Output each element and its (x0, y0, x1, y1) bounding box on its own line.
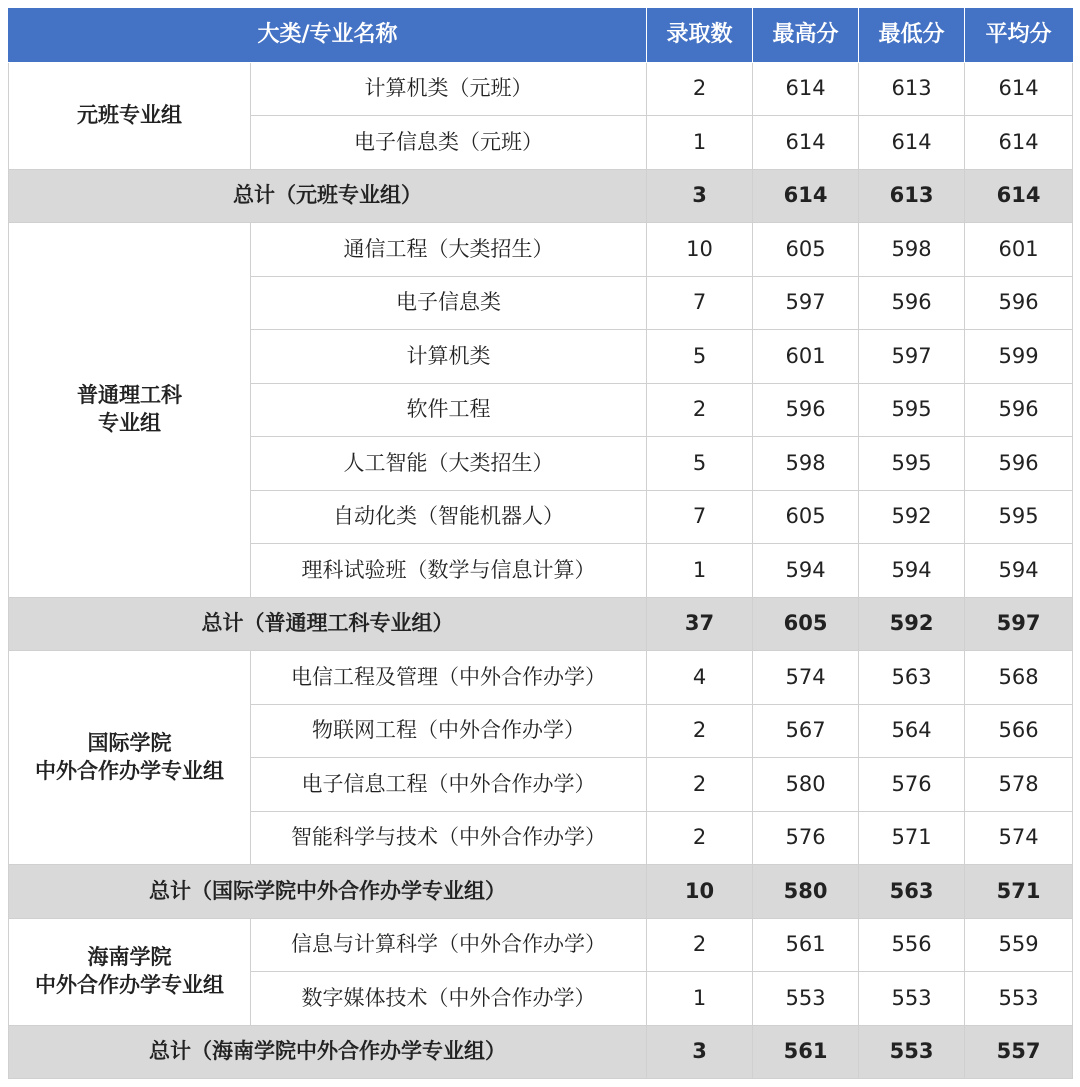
min-score: 564 (859, 704, 965, 758)
avg-score: 596 (965, 437, 1073, 491)
total-row (9, 865, 1073, 919)
total-label: 总计（普通理工科专业组） (9, 597, 647, 651)
min-score: 576 (859, 758, 965, 812)
avg-score: 568 (965, 651, 1073, 705)
major-name: 电子信息工程（中外合作办学） (251, 758, 647, 812)
min-score: 563 (859, 651, 965, 705)
total-max: 605 (753, 597, 859, 651)
max-score: 614 (753, 62, 859, 116)
max-score: 605 (753, 490, 859, 544)
total-min: 563 (859, 865, 965, 919)
total-max: 614 (753, 169, 859, 223)
major-name: 通信工程（大类招生） (251, 223, 647, 277)
group-name-text: 元班专业组 (77, 102, 182, 127)
max-score: 596 (753, 383, 859, 437)
avg-score: 578 (965, 758, 1073, 812)
group-name (9, 651, 251, 865)
group-name-line1: 普通理工科 (77, 383, 182, 408)
total-avg: 597 (965, 597, 1073, 651)
major-name: 智能科学与技术（中外合作办学） (251, 811, 647, 865)
header-max: 最高分 (753, 9, 859, 63)
total-label: 总计（元班专业组） (9, 169, 647, 223)
group-name-line1: 海南学院 (87, 945, 172, 970)
group-name (9, 62, 251, 169)
header-major: 大类/专业名称 (9, 9, 647, 63)
max-score: 594 (753, 544, 859, 598)
min-score: 613 (859, 62, 965, 116)
major-name: 数字媒体技术（中外合作办学） (251, 972, 647, 1026)
avg-score: 614 (965, 116, 1073, 170)
admit-count: 2 (647, 383, 753, 437)
admit-count: 2 (647, 918, 753, 972)
admit-count: 5 (647, 437, 753, 491)
header-count: 录取数 (647, 9, 753, 63)
total-avg: 571 (965, 865, 1073, 919)
table-row (9, 918, 1073, 972)
min-score: 556 (859, 918, 965, 972)
max-score: 576 (753, 811, 859, 865)
total-count: 3 (647, 1025, 753, 1079)
min-score: 553 (859, 972, 965, 1026)
admit-count: 1 (647, 972, 753, 1026)
max-score: 580 (753, 758, 859, 812)
major-name: 信息与计算科学（中外合作办学） (251, 918, 647, 972)
group-name (9, 223, 251, 598)
major-name: 电子信息类（元班） (251, 116, 647, 170)
avg-score: 566 (965, 704, 1073, 758)
min-score: 595 (859, 437, 965, 491)
admit-count: 1 (647, 544, 753, 598)
total-row (9, 597, 1073, 651)
max-score: 567 (753, 704, 859, 758)
avg-score: 594 (965, 544, 1073, 598)
min-score: 598 (859, 223, 965, 277)
total-min: 613 (859, 169, 965, 223)
max-score: 553 (753, 972, 859, 1026)
min-score: 592 (859, 490, 965, 544)
total-avg: 557 (965, 1025, 1073, 1079)
group-name-line2: 中外合作办学专业组 (35, 758, 224, 783)
min-score: 597 (859, 330, 965, 384)
major-name: 计算机类（元班） (251, 62, 647, 116)
table-row (9, 223, 1073, 277)
avg-score: 614 (965, 62, 1073, 116)
avg-score: 574 (965, 811, 1073, 865)
major-name: 理科试验班（数学与信息计算） (251, 544, 647, 598)
major-name: 计算机类 (251, 330, 647, 384)
major-name: 电信工程及管理（中外合作办学） (251, 651, 647, 705)
min-score: 596 (859, 276, 965, 330)
group-name-line2: 中外合作办学专业组 (35, 972, 224, 997)
major-name: 物联网工程（中外合作办学） (251, 704, 647, 758)
major-name: 电子信息类 (251, 276, 647, 330)
avg-score: 559 (965, 918, 1073, 972)
admit-count: 2 (647, 704, 753, 758)
table-row (9, 62, 1073, 116)
avg-score: 596 (965, 383, 1073, 437)
total-min: 553 (859, 1025, 965, 1079)
total-max: 580 (753, 865, 859, 919)
admit-count: 10 (647, 223, 753, 277)
group-name-line2: 专业组 (98, 410, 161, 435)
total-count: 37 (647, 597, 753, 651)
total-max: 561 (753, 1025, 859, 1079)
admission-score-table (8, 8, 1073, 1079)
avg-score: 553 (965, 972, 1073, 1026)
total-row (9, 1025, 1073, 1079)
avg-score: 601 (965, 223, 1073, 277)
max-score: 561 (753, 918, 859, 972)
max-score: 614 (753, 116, 859, 170)
admit-count: 7 (647, 490, 753, 544)
total-label: 总计（国际学院中外合作办学专业组） (9, 865, 647, 919)
avg-score: 599 (965, 330, 1073, 384)
max-score: 601 (753, 330, 859, 384)
table-row (9, 651, 1073, 705)
total-label: 总计（海南学院中外合作办学专业组） (9, 1025, 647, 1079)
major-name: 自动化类（智能机器人） (251, 490, 647, 544)
admit-count: 5 (647, 330, 753, 384)
max-score: 574 (753, 651, 859, 705)
header-min: 最低分 (859, 9, 965, 63)
min-score: 614 (859, 116, 965, 170)
min-score: 595 (859, 383, 965, 437)
header-row (9, 9, 1073, 63)
total-avg: 614 (965, 169, 1073, 223)
max-score: 597 (753, 276, 859, 330)
major-name: 人工智能（大类招生） (251, 437, 647, 491)
header-avg: 平均分 (965, 9, 1073, 63)
admit-count: 2 (647, 62, 753, 116)
min-score: 594 (859, 544, 965, 598)
admit-count: 4 (647, 651, 753, 705)
total-count: 10 (647, 865, 753, 919)
total-row (9, 169, 1073, 223)
min-score: 571 (859, 811, 965, 865)
admit-count: 1 (647, 116, 753, 170)
admit-count: 7 (647, 276, 753, 330)
admit-count: 2 (647, 758, 753, 812)
group-name-line1: 国际学院 (87, 731, 172, 756)
max-score: 605 (753, 223, 859, 277)
total-min: 592 (859, 597, 965, 651)
admit-count: 2 (647, 811, 753, 865)
avg-score: 595 (965, 490, 1073, 544)
total-count: 3 (647, 169, 753, 223)
group-name (9, 918, 251, 1025)
major-name: 软件工程 (251, 383, 647, 437)
avg-score: 596 (965, 276, 1073, 330)
max-score: 598 (753, 437, 859, 491)
